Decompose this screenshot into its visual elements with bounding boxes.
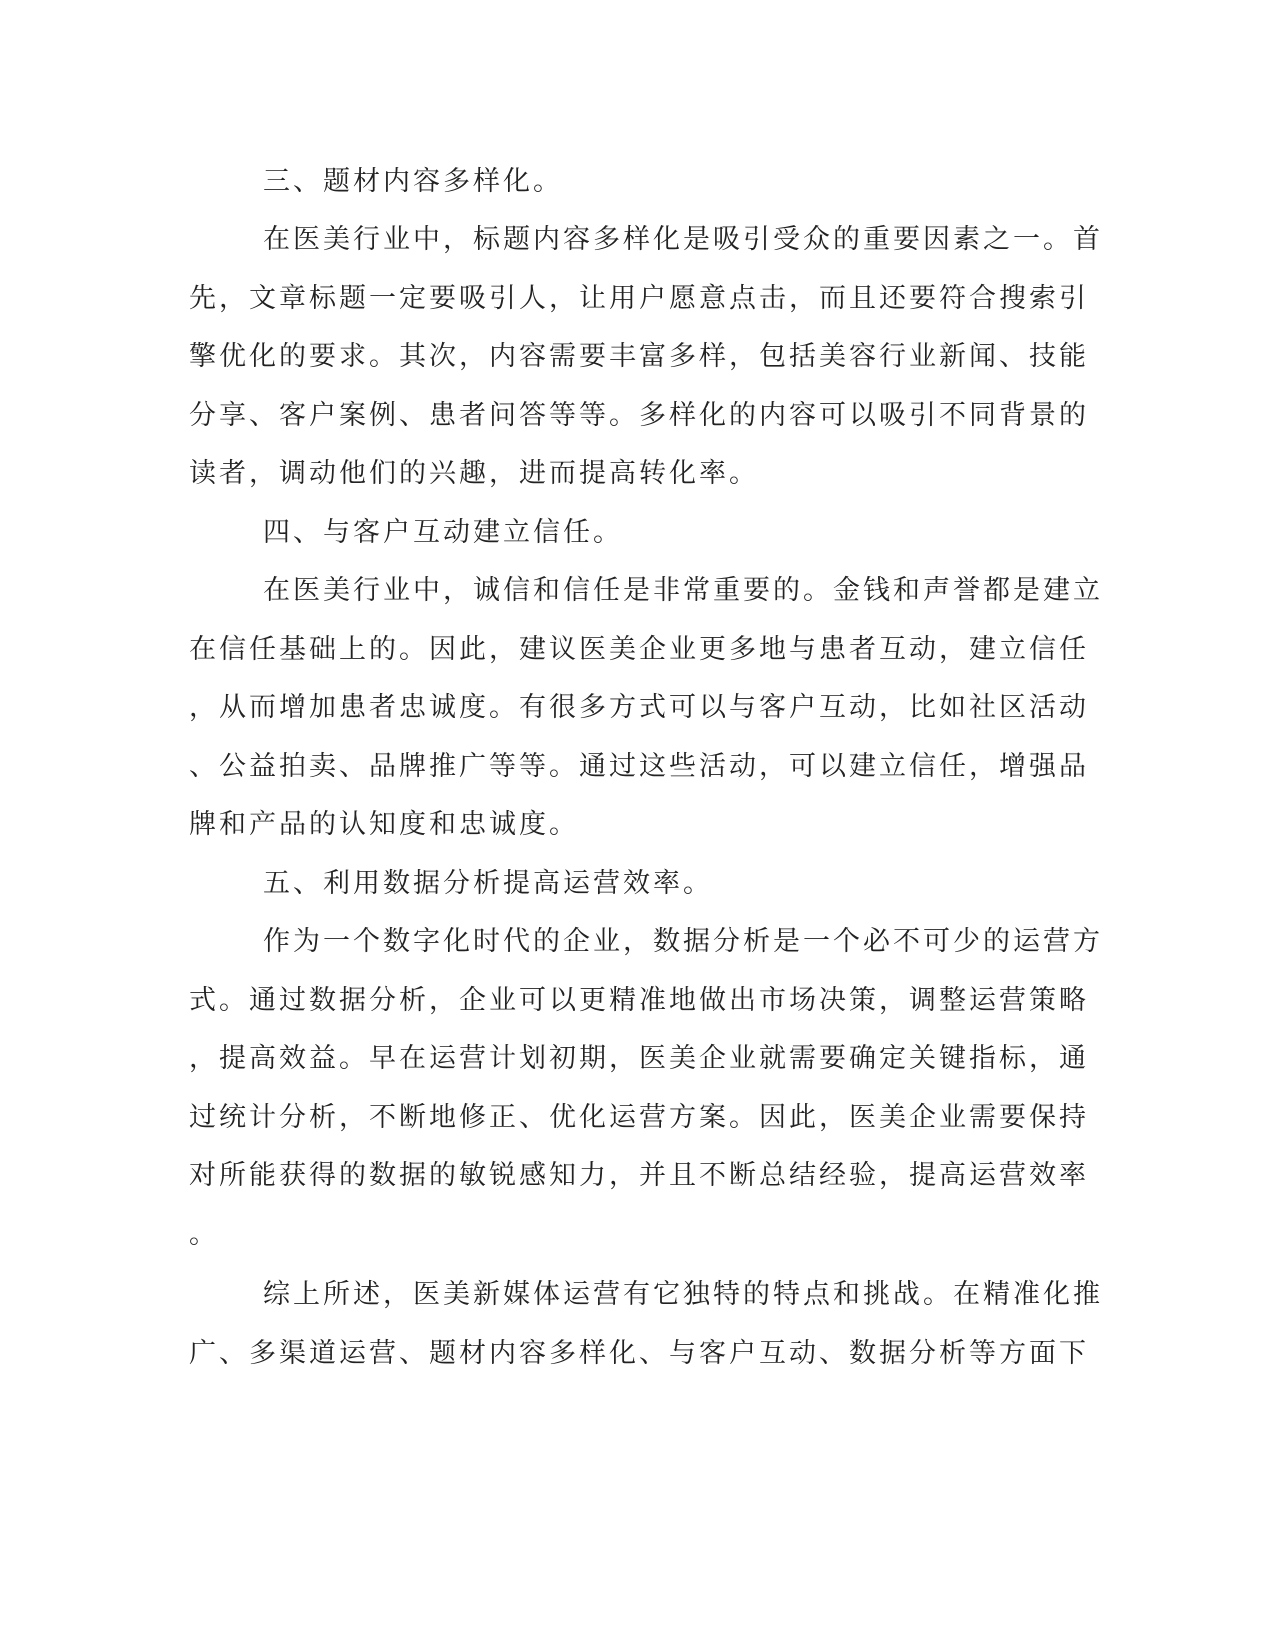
paragraph-line: 、公益拍卖、品牌推广等等。通过这些活动，可以建立信任，增强品	[189, 751, 1089, 782]
paragraph-line: 对所能获得的数据的敏锐感知力，并且不断总结经验，提高运营效率	[189, 1160, 1089, 1191]
paragraph-line: 过统计分析，不断地修正、优化运营方案。因此，医美企业需要保持	[189, 1102, 1089, 1133]
paragraph-line: ，从而增加患者忠诚度。有很多方式可以与客户互动，比如社区活动	[189, 692, 1089, 723]
paragraph-line: 广、多渠道运营、题材内容多样化、与客户互动、数据分析等方面下	[189, 1338, 1089, 1369]
paragraph-line: 在医美行业中，标题内容多样化是吸引受众的重要因素之一。首	[263, 224, 1103, 255]
paragraph-line: 综上所述，医美新媒体运营有它独特的特点和挑战。在精准化推	[263, 1279, 1103, 1310]
paragraph-line: 先，文章标题一定要吸引人，让用户愿意点击，而且还要符合搜索引	[189, 283, 1089, 314]
paragraph-line: 在医美行业中，诚信和信任是非常重要的。金钱和声誉都是建立	[263, 575, 1103, 606]
paragraph-line: 作为一个数字化时代的企业，数据分析是一个必不可少的运营方	[263, 926, 1103, 957]
section-heading-3: 三、题材内容多样化。	[263, 166, 563, 197]
section-heading-5: 五、利用数据分析提高运营效率。	[263, 868, 713, 899]
paragraph-line: 。	[189, 1219, 219, 1250]
paragraph-line: ，提高效益。早在运营计划初期，医美企业就需要确定关键指标，通	[189, 1043, 1089, 1074]
section-heading-4: 四、与客户互动建立信任。	[263, 517, 623, 548]
paragraph-line: 分享、客户案例、患者问答等等。多样化的内容可以吸引不同背景的	[189, 400, 1089, 431]
paragraph-line: 读者，调动他们的兴趣，进而提高转化率。	[189, 458, 759, 489]
paragraph-line: 式。通过数据分析，企业可以更精准地做出市场决策，调整运营策略	[189, 985, 1089, 1016]
paragraph-line: 牌和产品的认知度和忠诚度。	[189, 809, 579, 840]
paragraph-line: 在信任基础上的。因此，建议医美企业更多地与患者互动，建立信任	[189, 634, 1089, 665]
paragraph-line: 擎优化的要求。其次，内容需要丰富多样，包括美容行业新闻、技能	[189, 341, 1089, 372]
